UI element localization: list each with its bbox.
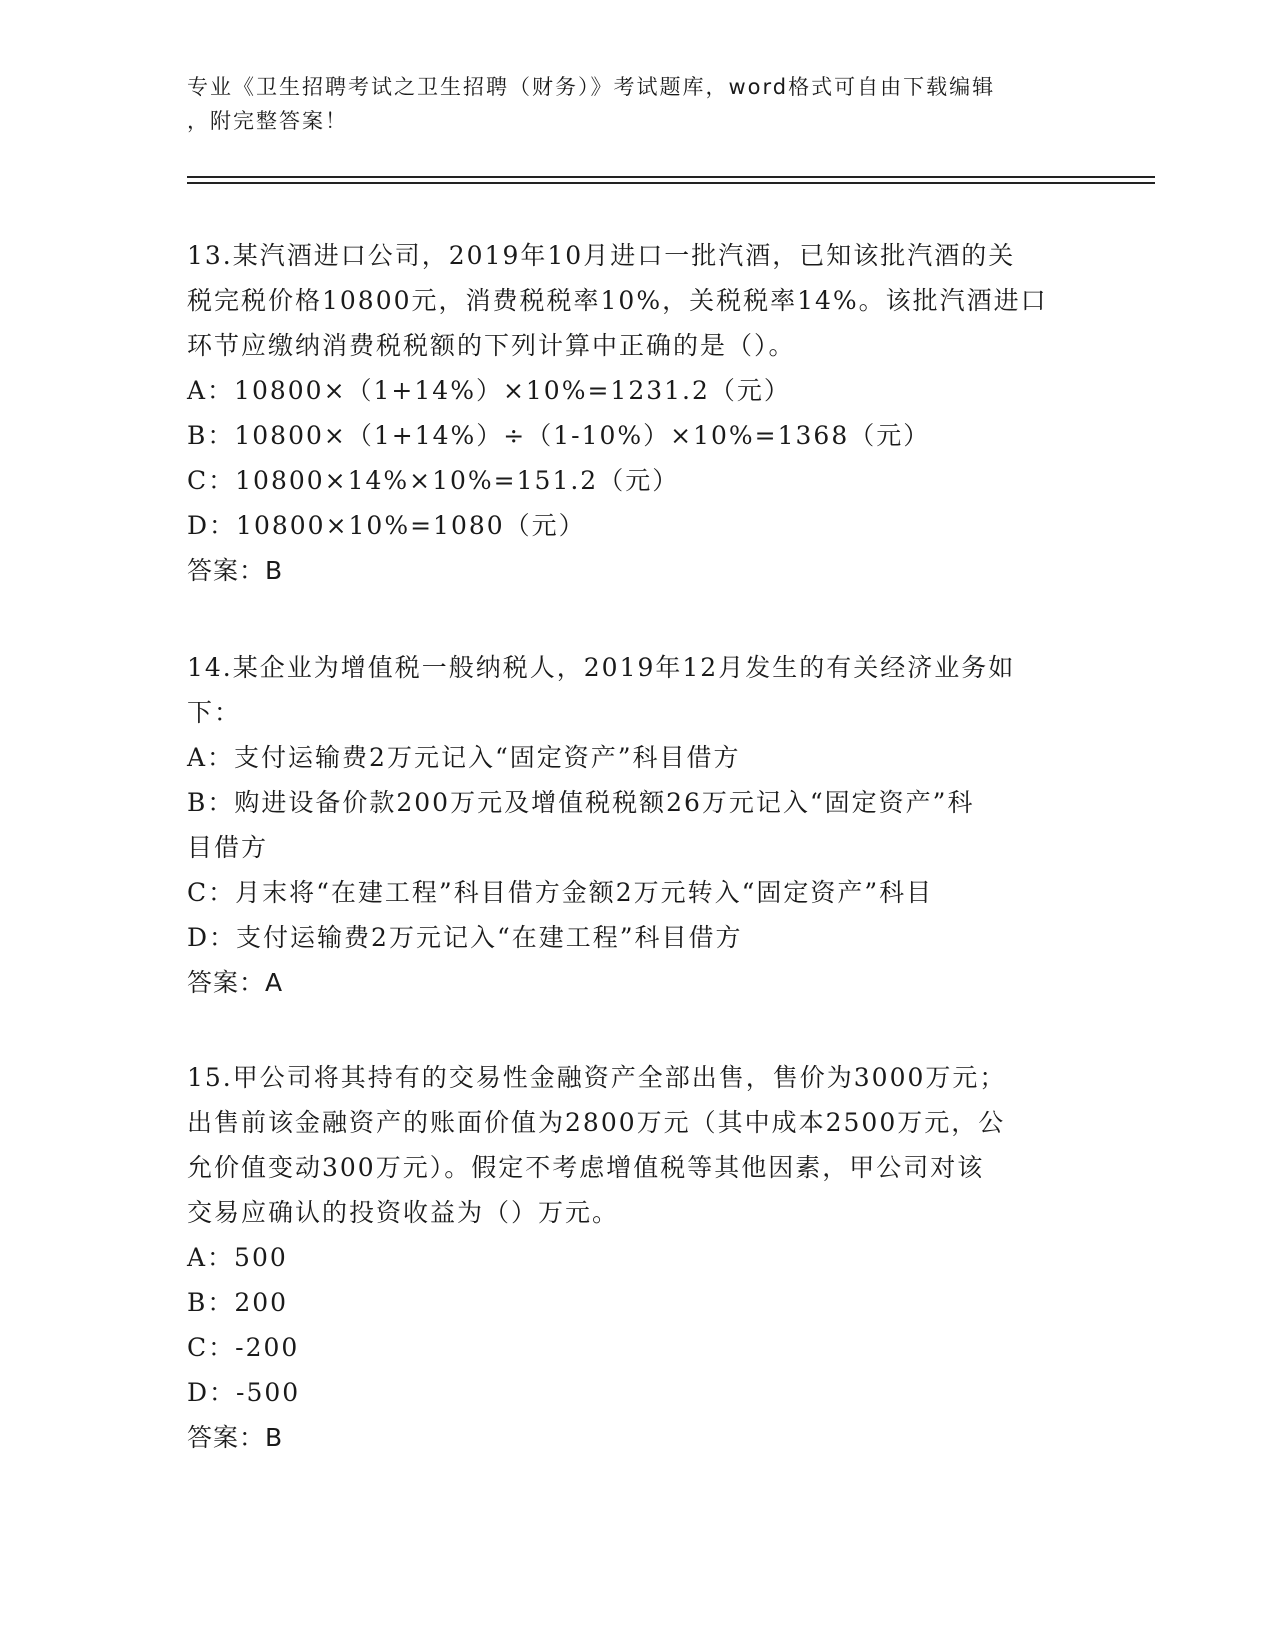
- answer-label: 答案：A: [187, 968, 284, 997]
- question-13: [187, 233, 1072, 593]
- option-a: A：10800×（1+14%）×10%=1231.2（元）: [187, 376, 791, 405]
- question-stem-line: 14.某企业为增值税一般纳税人，2019年12月发生的有关经济业务如: [187, 653, 1016, 682]
- option-b-continued: 目借方: [187, 833, 269, 862]
- option-c: C：月末将“在建工程”科目借方金额2万元转入“固定资产”科目: [187, 878, 934, 907]
- option-d: D：支付运输费2万元记入“在建工程”科目借方: [187, 923, 743, 952]
- option-a: A：支付运输费2万元记入“固定资产”科目借方: [187, 743, 741, 772]
- option-d: D：10800×10%=1080（元）: [187, 511, 586, 540]
- header-line-2: ，附完整答案！: [187, 109, 348, 133]
- header-divider-top: [187, 176, 1155, 178]
- answer-label: 答案：B: [187, 1423, 284, 1452]
- header-divider-bottom: [187, 182, 1155, 184]
- question-stem-line: 交易应确认的投资收益为（）万元。: [187, 1198, 620, 1227]
- question-stem-line: 允价值变动300万元）。假定不考虑增值税等其他因素，甲公司对该: [187, 1153, 985, 1182]
- question-stem-line: 下：: [187, 698, 242, 727]
- document-header: [187, 70, 1067, 138]
- question-stem-line: 13.某汽酒进口公司，2019年10月进口一批汽酒，已知该批汽酒的关: [187, 241, 1016, 270]
- question-stem-line: 15.甲公司将其持有的交易性金融资产全部出售，售价为3000万元；: [187, 1063, 1007, 1092]
- option-a: A：500: [187, 1243, 288, 1272]
- option-b: B：购进设备价款200万元及增值税税额26万元记入“固定资产”科: [187, 788, 975, 817]
- option-b: B：10800×（1+14%）÷（1-10%）×10%=1368（元）: [187, 421, 931, 450]
- question-15: [187, 1055, 1072, 1460]
- question-stem-line: 环节应缴纳消费税税额的下列计算中正确的是（）。: [187, 331, 796, 360]
- answer-label: 答案：B: [187, 556, 284, 585]
- question-14: [187, 645, 1072, 1005]
- question-stem-line: 税完税价格10800元，消费税税率10%，关税税率14%。该批汽酒进口: [187, 286, 1048, 315]
- option-d: D：-500: [187, 1378, 301, 1407]
- option-b: B：200: [187, 1288, 289, 1317]
- header-line-1: 专业《卫生招聘考试之卫生招聘（财务）》考试题库，word格式可自由下载编辑: [187, 75, 996, 99]
- option-c: C：-200: [187, 1333, 300, 1362]
- option-c: C：10800×14%×10%=151.2（元）: [187, 466, 680, 495]
- question-stem-line: 出售前该金融资产的账面价值为2800万元（其中成本2500万元，公: [187, 1108, 1006, 1137]
